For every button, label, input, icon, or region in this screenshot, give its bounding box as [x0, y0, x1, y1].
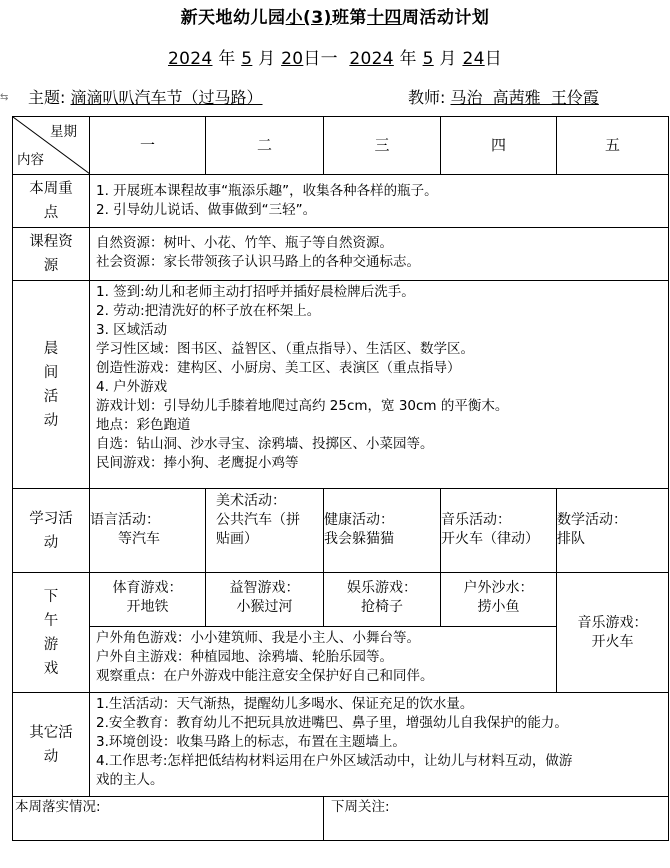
study-row	[13, 489, 669, 573]
game-name: 开火车	[591, 633, 634, 650]
date-range	[0, 44, 670, 69]
morning-line: 民间游戏：捧小狗、老鹰捉小鸡等	[96, 455, 299, 471]
end-day: 24	[462, 49, 485, 69]
focus-content	[90, 175, 669, 228]
theme-label: 主题:	[28, 88, 66, 107]
implementation-cell	[13, 797, 324, 841]
game-type: 体育游戏：	[112, 580, 183, 596]
morning-line: 学习性区域：图书区、益智区、（重点指导）、生活区、数学区。	[96, 341, 474, 357]
study-day-5	[557, 489, 669, 573]
afternoon-day-3	[324, 573, 441, 627]
morning-line: 3. 区域活动	[96, 322, 168, 338]
study-name: 开火车（律动）	[441, 531, 539, 547]
day-3: 三	[324, 117, 441, 175]
year-char-2: 年	[399, 49, 417, 69]
start-day: 20	[281, 49, 304, 69]
arrows-icon: ⇆	[0, 92, 9, 103]
study-type: 数学活动：	[557, 512, 627, 528]
end-year: 2024	[349, 49, 394, 69]
resources-line: 社会资源：家长带领孩子认识马路上的各种交通标志。	[96, 254, 420, 270]
study-type: 美术活动：	[216, 493, 286, 509]
month-char-2: 月	[439, 49, 457, 69]
plan-table	[12, 116, 669, 841]
resources-row	[13, 228, 669, 281]
end-month: 5	[422, 49, 434, 69]
resources-content	[90, 228, 669, 281]
afternoon-label: 下午游戏	[13, 573, 90, 693]
implementation-label: 本周落实情况:	[15, 799, 101, 815]
end-weekday: 日	[484, 49, 502, 69]
other-label: 其它活动	[13, 693, 90, 797]
focus-line: 2. 引导幼儿说话、做事做到“三轻”。	[96, 202, 317, 218]
day-5: 五	[557, 117, 669, 175]
start-weekday: 日一	[303, 49, 338, 69]
study-name: 我会躲猫猫	[324, 531, 394, 547]
resources-line: 自然资源：树叶、小花、竹竿、瓶子等自然资源。	[96, 235, 393, 251]
study-name: 等汽车	[118, 531, 160, 547]
teacher-label: 教师:	[408, 88, 446, 107]
focus-row	[13, 175, 669, 228]
corner-cell	[13, 117, 90, 175]
game-type: 益智游戏：	[229, 580, 300, 596]
study-type: 健康活动：	[324, 512, 394, 528]
teacher-value: 马治 高茜雅 王伶霞	[450, 88, 599, 107]
theme-value: 滴滴叭叭汽车节（过马路）	[70, 88, 263, 107]
other-line: 2.安全教育：教育幼儿不把玩具放进嘴巴、鼻子里，增强幼儿自我保护的能力。	[96, 715, 568, 731]
day-1: 一	[90, 117, 206, 175]
afternoon-line: 户外角色游戏：小小建筑师、我是小主人、小舞台等。	[96, 630, 420, 646]
corner-weekday-label: 星期	[50, 124, 77, 140]
morning-line: 地点：彩色跑道	[96, 417, 191, 433]
other-row	[13, 693, 669, 797]
study-day-2	[206, 489, 324, 573]
year-char: 年	[218, 49, 236, 69]
afternoon-outdoor-content	[90, 627, 557, 693]
other-line: 3.环境创设：收集马路上的标志，布置在主题墙上。	[96, 734, 406, 750]
title-suffix: 周活动计划	[401, 8, 490, 28]
other-line: 戏的主人。	[96, 772, 164, 788]
morning-label: 晨间活动	[13, 281, 90, 489]
study-day-4	[441, 489, 557, 573]
study-day-3	[324, 489, 441, 573]
afternoon-day-4	[441, 573, 557, 627]
game-name: 小猴过河	[236, 599, 293, 615]
morning-content	[90, 281, 669, 489]
teachers	[408, 85, 599, 108]
afternoon-day-1	[90, 573, 206, 627]
afternoon-games-row	[13, 573, 669, 627]
start-month: 5	[241, 49, 253, 69]
title-school: 新天地幼儿园	[180, 8, 286, 28]
corner-content-label: 内容	[17, 152, 44, 168]
resources-label: 课程资源	[13, 228, 90, 281]
game-type: 音乐游戏：	[577, 614, 648, 631]
study-label: 学习活动	[13, 489, 90, 573]
morning-row	[13, 281, 669, 489]
morning-line: 创造性游戏：建构区、小厨房、美工区、表演区（重点指导）	[96, 360, 461, 376]
afternoon-line: 户外自主游戏：种植园地、涂鸦墙、轮胎乐园等。	[96, 649, 393, 665]
afternoon-day-5	[557, 573, 669, 693]
page-title	[0, 3, 670, 28]
game-name: 捞小鱼	[477, 599, 520, 615]
morning-line: 游戏计划：引导幼儿手膝着地爬过高约 25cm，宽 30cm 的平衡木。	[96, 398, 509, 414]
focus-line: 1. 开展班本课程故事“瓶添乐趣”，收集各种各样的瓶子。	[96, 183, 438, 199]
title-week: 十四	[366, 8, 402, 28]
day-2: 二	[206, 117, 324, 175]
footer-row	[13, 797, 669, 841]
game-type: 娱乐游戏：	[347, 580, 417, 596]
afternoon-day-2	[206, 573, 324, 627]
game-name: 开地铁	[126, 599, 169, 615]
other-content	[90, 693, 669, 797]
morning-line: 1. 签到:幼儿和老师主动打招呼并插好晨检牌后洗手。	[96, 284, 415, 300]
game-name: 抢椅子	[361, 599, 403, 615]
focus-label: 本周重点	[13, 175, 90, 228]
morning-line: 4. 户外游戏	[96, 379, 168, 395]
other-line: 4.工作思考:怎样把低结构材料运用在户外区域活动中，让幼儿与材料互动，做游	[96, 753, 573, 769]
study-type: 音乐活动：	[441, 512, 511, 528]
game-type: 户外沙水：	[463, 580, 534, 596]
afternoon-line: 观察重点：在户外游戏中能注意安全保护好自己和同伴。	[96, 668, 434, 684]
start-year: 2024	[168, 49, 213, 69]
day-4: 四	[441, 117, 557, 175]
day-header-row	[13, 117, 669, 175]
other-line: 1.生活活动：天气渐热，提醒幼儿多喝水、保证充足的饮水量。	[96, 696, 474, 712]
morning-line: 自选：钻山洞、沙水寻宝、涂鸦墙、投掷区、小菜园等。	[96, 436, 434, 452]
study-type: 语言活动：	[90, 512, 160, 528]
next-week-label: 下周关注:	[331, 799, 390, 815]
study-name: 公共汽车（拼贴画）	[216, 512, 300, 547]
theme	[28, 85, 263, 108]
study-day-1	[90, 489, 206, 573]
title-class: 小(3)	[285, 8, 332, 28]
morning-line: 2. 劳动:把清洗好的杯子放在杯架上。	[96, 303, 321, 319]
month-char: 月	[258, 49, 276, 69]
next-week-cell	[324, 797, 669, 841]
study-name: 排队	[557, 531, 585, 547]
title-mid: 班第	[331, 8, 367, 28]
